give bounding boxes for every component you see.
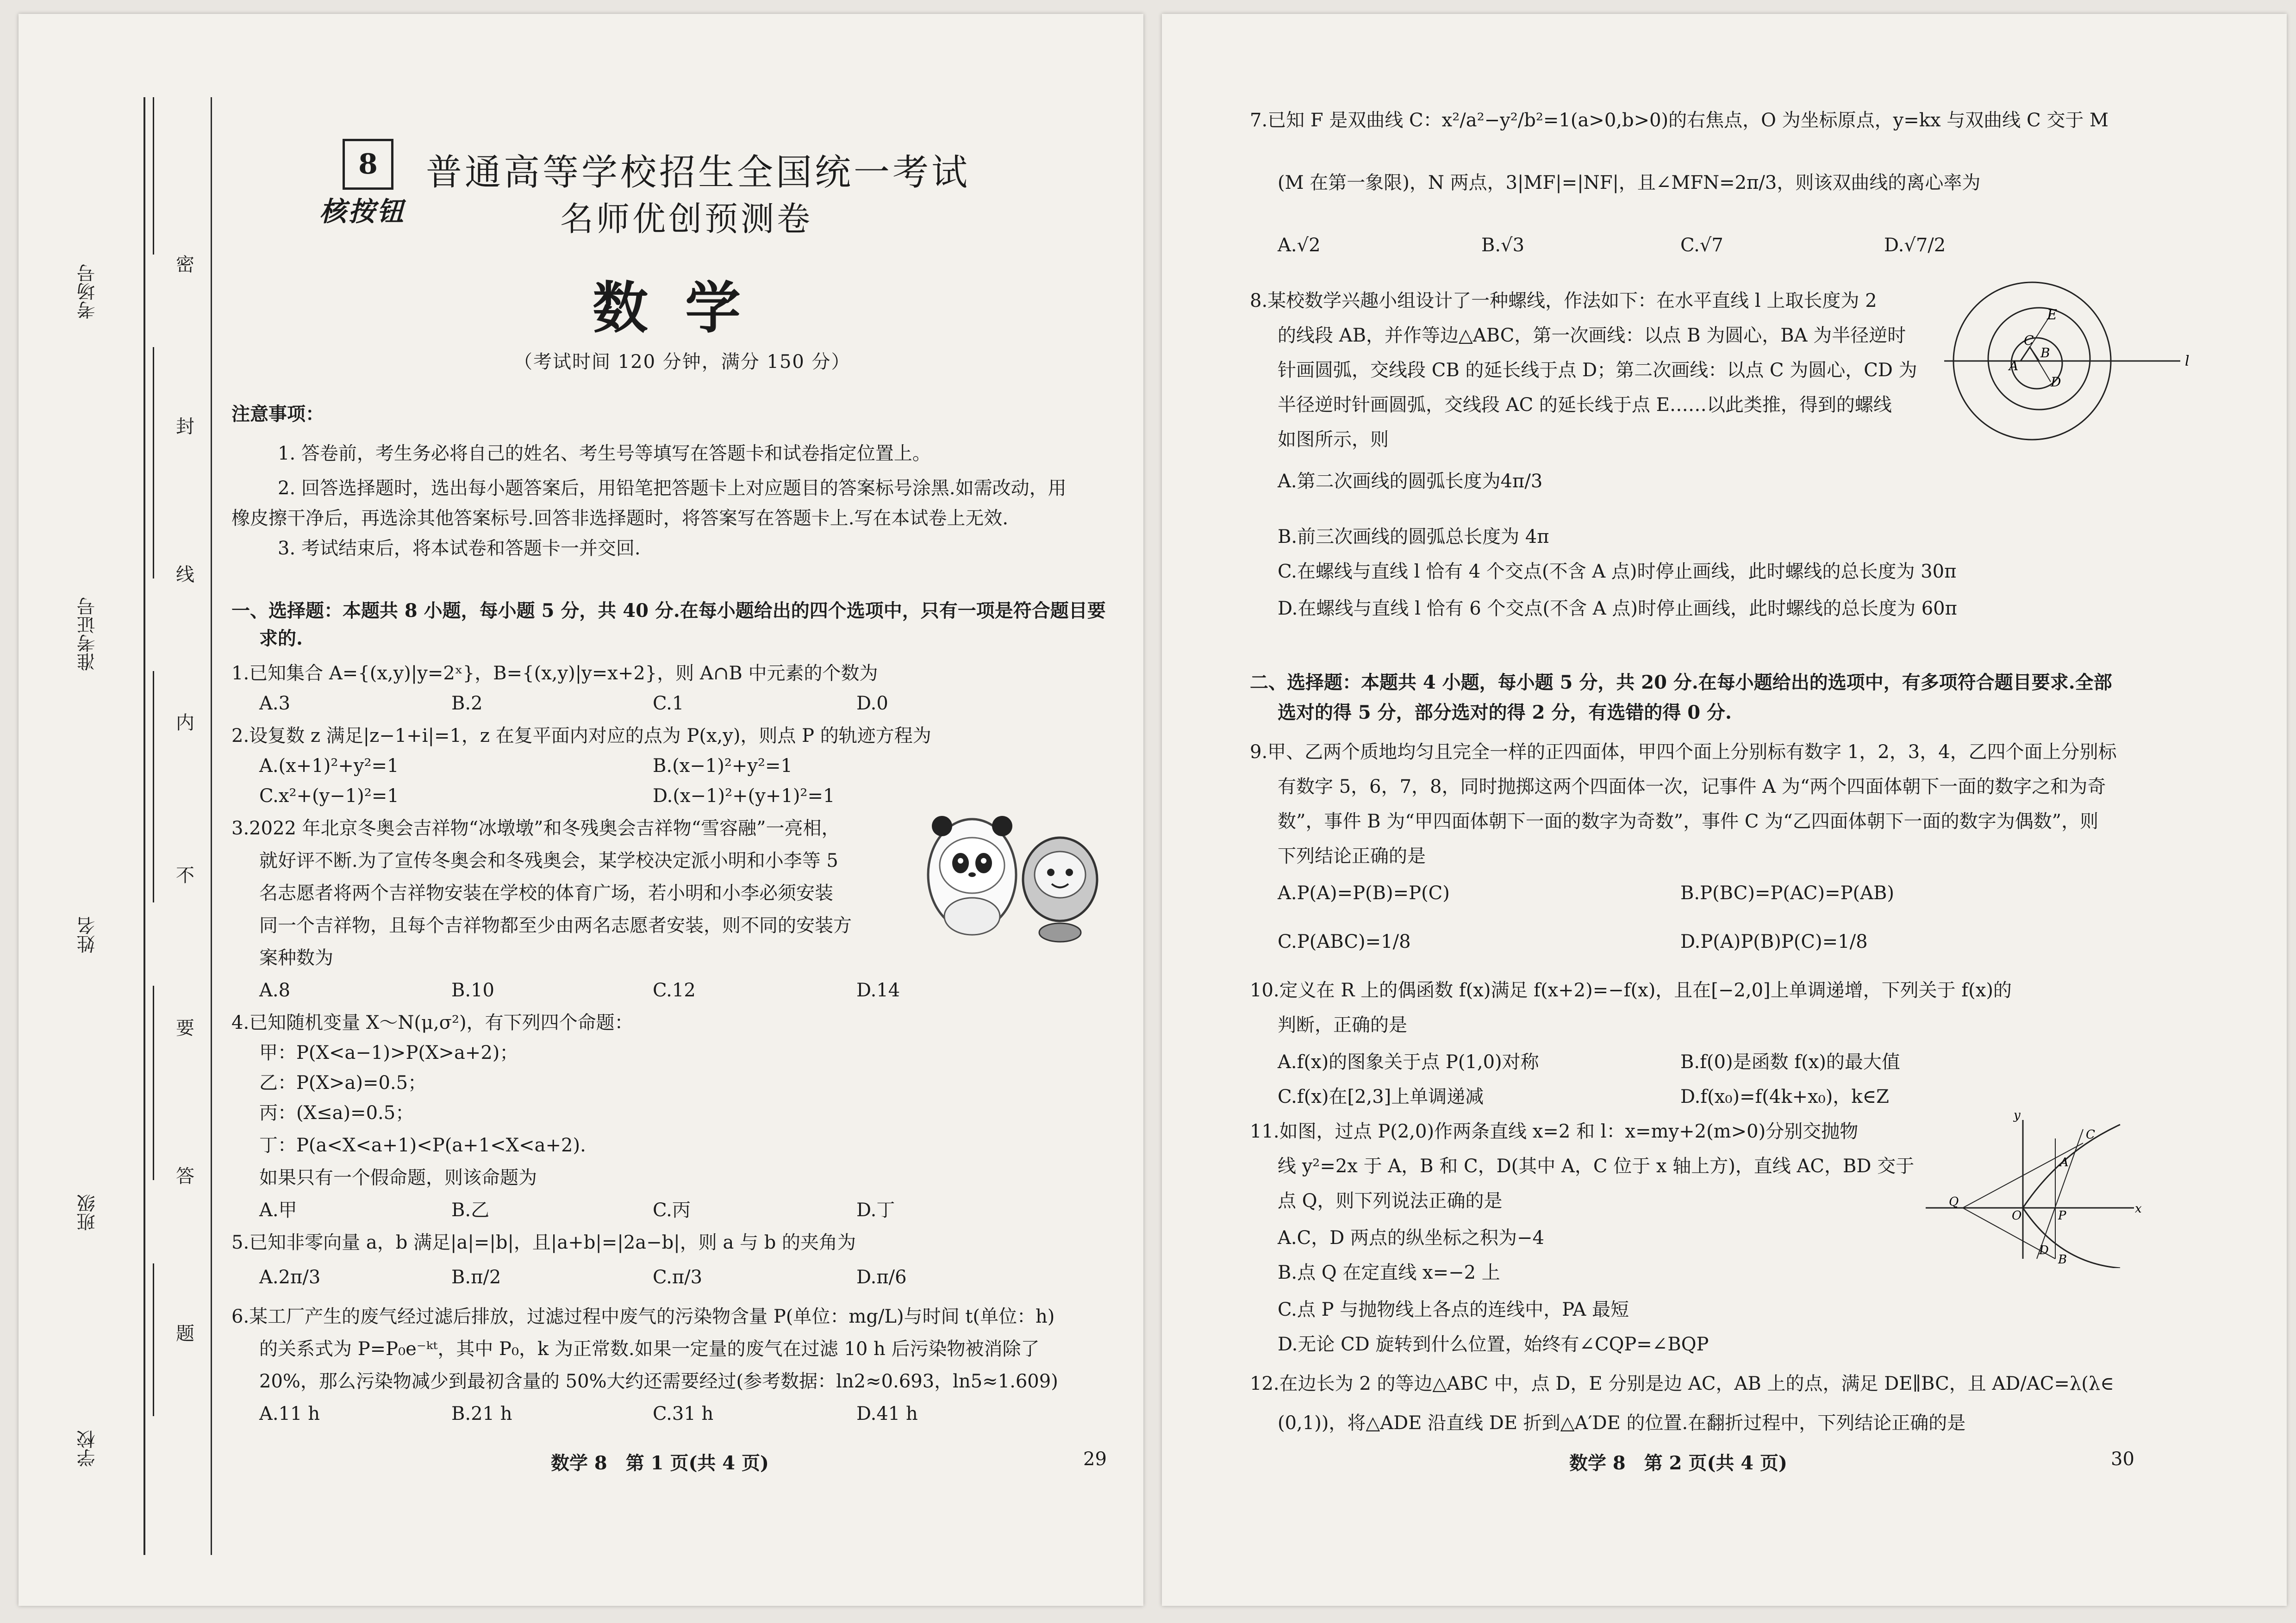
q9-option-d[interactable]: D.P(A)P(B)P(C)=1/8 xyxy=(1680,931,1868,952)
admission-no-blank[interactable] xyxy=(153,347,154,578)
q11-option-c[interactable]: C.点 P 与抛物线上各点的连线中，PA 最短 xyxy=(1278,1299,1629,1320)
q10-stem: 判断，正确的是 xyxy=(1278,1014,1407,1036)
binding-line xyxy=(144,97,145,1555)
q6-stem: 的关系式为 P=P₀e⁻ᵏᵗ，其中 P₀，k 为正常数.如果一定量的废气在过滤 10 h 后污染物被消除了 xyxy=(259,1338,1040,1360)
fig-label-p: P xyxy=(2058,1209,2066,1223)
q7-option-d[interactable]: D.√7/2 xyxy=(1884,235,1946,256)
left-page xyxy=(19,14,1143,1606)
q2-option-c[interactable]: C.x²+(y−1)²=1 xyxy=(259,785,399,807)
q3-stem: 名志愿者将两个吉祥物安装在学校的体育广场，若小明和小李必须安装 xyxy=(259,883,833,904)
seal-char: 线 xyxy=(176,564,194,585)
school-blank[interactable] xyxy=(153,1263,154,1416)
q4-proposition: 丁：P(a<X<a+1)<P(a+1<X<a+2). xyxy=(259,1135,586,1156)
q11-option-b[interactable]: B.点 Q 在定直线 x=−2 上 xyxy=(1278,1262,1500,1283)
q12-stem: 12.在边长为 2 的等边△ABC 中，点 D，E 分别是边 AC，AB 上的点，满足 DE∥BC，且 AD/AC=λ(λ∈ xyxy=(1250,1373,2114,1394)
q6-option-b[interactable]: B.21 h xyxy=(451,1403,512,1424)
page-number: 29 xyxy=(1083,1449,1107,1470)
q4-question: 如果只有一个假命题，则该命题为 xyxy=(259,1167,537,1188)
q12-stem: (0,1))，将△ADE 沿直线 DE 折到△A′DE 的位置.在翻折过程中，下列结论正确的是 xyxy=(1278,1412,1966,1434)
fig-label-y: y xyxy=(2014,1111,2021,1122)
q7-stem: 7.已知 F 是双曲线 C：x²/a²−y²/b²=1(a>0,b>0)的右焦点，O 为坐标原点，y=kx 与双曲线 C 交于 M xyxy=(1250,110,2109,131)
q3-option-a[interactable]: A.8 xyxy=(259,980,291,1001)
binding-label-exam-room: 考场号 xyxy=(77,264,98,319)
fig-label-a: A xyxy=(2060,1156,2069,1169)
q11-parabola-figure xyxy=(1921,1111,2143,1268)
q8-stem: 半径逆时针画圆弧，交线段 AC 的延长线于点 E……以此类推，得到的螺线 xyxy=(1278,394,1892,416)
binding-label-name: 姓名 xyxy=(77,916,98,953)
q5-option-c[interactable]: C.π/3 xyxy=(653,1267,703,1288)
page-number: 30 xyxy=(2111,1449,2134,1470)
q6-stem: 6.某工厂产生的废气经过滤后排放，过滤过程中废气的污染物含量 P(单位：mg/L)与时间 t(单位：h) xyxy=(231,1306,1055,1327)
seal-char: 答 xyxy=(176,1166,194,1187)
q4-option-b[interactable]: B.乙 xyxy=(451,1200,490,1221)
q5-stem: 5.已知非零向量 a，b 满足|a|=|b|，且|a+b|=|2a−b|，则 a 与 b 的夹角为 xyxy=(231,1232,856,1253)
q4-proposition: 乙：P(X>a)=0.5； xyxy=(259,1072,427,1094)
fig-label-e: E xyxy=(2047,307,2057,323)
mascot-image xyxy=(917,805,1120,944)
q4-option-d[interactable]: D.丁 xyxy=(856,1200,895,1221)
notice-title: 注意事项： xyxy=(231,403,324,425)
q2-option-b[interactable]: B.(x−1)²+y²=1 xyxy=(653,755,792,777)
q11-option-d[interactable]: D.无论 CD 旋转到什么位置，始终有∠CQP=∠BQP xyxy=(1278,1334,1709,1355)
q10-option-d[interactable]: D.f(x₀)=f(4k+x₀)，k∈Z xyxy=(1680,1086,1889,1107)
section1-heading: 一、选择题：本题共 8 小题，每小题 5 分，共 40 分.在每小题给出的四个选项中，只有一项是符合题目要 xyxy=(231,600,1106,622)
q5-option-a[interactable]: A.2π/3 xyxy=(259,1267,321,1288)
q6-option-c[interactable]: C.31 h xyxy=(653,1403,714,1424)
seal-char: 要 xyxy=(176,1018,194,1039)
q1-stem: 1.已知集合 A={(x,y)|y=2ˣ}，B={(x,y)|y=x+2}，则 A∩B 中元素的个数为 xyxy=(231,663,878,684)
exam-info: （考试时间 120 分钟，满分 150 分） xyxy=(514,351,851,373)
q1-option-b[interactable]: B.2 xyxy=(451,693,483,714)
seal-char: 密 xyxy=(176,254,194,275)
q4-option-c[interactable]: C.丙 xyxy=(653,1200,691,1221)
q11-stem: 线 y²=2x 于 A，B 和 C，D(其中 A，C 位于 x 轴上方)，直线 AC，BD 交于 xyxy=(1278,1156,1915,1177)
q8-option-a[interactable]: A.第二次画线的圆弧长度为4π/3 xyxy=(1278,471,1543,492)
q9-stem: 9.甲、乙两个质地均匀且完全一样的正四面体，甲四个面上分别标有数字 1，2，3，4，乙四个面上分别标 xyxy=(1250,741,2117,763)
section2-heading-cont: 选对的得 5 分，部分选对的得 2 分，有选错的得 0 分. xyxy=(1278,702,1732,723)
paper-number: 8 xyxy=(343,139,393,190)
q3-stem: 同一个吉祥物，且每个吉祥物都至少由两名志愿者安装，则不同的安装方 xyxy=(259,915,852,936)
binding-label-admission-no: 准考证号 xyxy=(77,597,98,671)
q7-option-c[interactable]: C.√7 xyxy=(1680,235,1723,256)
q8-stem: 针画圆弧，交线段 CB 的延长线于点 D；第二次画线：以点 C 为圆心，CD 为 xyxy=(1278,360,1917,381)
seal-char: 内 xyxy=(176,712,194,734)
q9-stem: 下列结论正确的是 xyxy=(1278,846,1426,867)
q3-option-c[interactable]: C.12 xyxy=(653,980,696,1001)
q10-option-b[interactable]: B.f(0)是函数 f(x)的最大值 xyxy=(1680,1051,1900,1073)
q11-stem: 11.如图，过点 P(2,0)作两条直线 x=2 和 l：x=my+2(m>0)分别交抛物 xyxy=(1250,1121,1859,1142)
fig-label-l: l xyxy=(2185,353,2190,369)
q4-option-a[interactable]: A.甲 xyxy=(259,1200,297,1221)
q4-stem: 4.已知随机变量 X～N(μ,σ²)，有下列四个命题： xyxy=(231,1012,633,1033)
q3-stem: 就好评不断.为了宣传冬奥会和冬残奥会，某学校决定派小明和小李等 5 xyxy=(259,850,838,871)
fig-label-q: Q xyxy=(1949,1195,1959,1209)
q9-stem: 数”，事件 B 为“甲四面体朝下一面的数字为奇数”，事件 C 为“乙四面体朝下一面的数字为偶数”，则 xyxy=(1278,811,2099,832)
fig-label-c: C xyxy=(2024,333,2034,348)
q7-option-b[interactable]: B.√3 xyxy=(1481,235,1525,256)
seal-char: 题 xyxy=(176,1323,194,1344)
q8-option-b[interactable]: B.前三次画线的圆弧总长度为 4π xyxy=(1278,526,1549,547)
q6-option-d[interactable]: D.41 h xyxy=(856,1403,918,1424)
binding-label-class: 班级 xyxy=(77,1194,98,1231)
q1-option-d[interactable]: D.0 xyxy=(856,693,888,714)
notice-item: 橡皮擦干净后，再选涂其他答案标号.回答非选择题时，将答案写在答题卡上.写在本试卷上无效. xyxy=(231,508,1009,529)
notice-item: 2. 回答选择题时，选出每小题答案后，用铅笔把答题卡上对应题目的答案标号涂黑.如需改动，用 xyxy=(278,478,1067,499)
q8-spiral-figure xyxy=(1940,273,2199,449)
fig-label-d: D xyxy=(2051,374,2061,390)
page-footer: 数学 8 第 2 页(共 4 页) xyxy=(1569,1452,1787,1474)
fig-label-o: O xyxy=(2012,1209,2022,1223)
page-footer: 数学 8 第 1 页(共 4 页) xyxy=(551,1452,769,1474)
q10-stem: 10.定义在 R 上的偶函数 f(x)满足 f(x+2)=−f(x)，且在[−2,0]上单调递增，下列关于 f(x)的 xyxy=(1250,980,2012,1001)
fig-label-a: A xyxy=(2009,358,2019,373)
q3-option-d[interactable]: D.14 xyxy=(856,980,900,1001)
publisher-logo: 核按钮 xyxy=(319,196,406,227)
class-blank[interactable] xyxy=(153,986,154,1180)
fig-label-b: B xyxy=(2040,345,2050,361)
q4-proposition: 丙：(X≤a)=0.5； xyxy=(259,1102,414,1124)
q5-option-d[interactable]: D.π/6 xyxy=(856,1267,907,1288)
q2-option-d[interactable]: D.(x−1)²+(y+1)²=1 xyxy=(653,785,835,807)
fig-label-b: B xyxy=(2058,1253,2067,1267)
q2-stem: 2.设复数 z 满足|z−1+i|=1，z 在复平面内对应的点为 P(x,y)，则点 P 的轨迹方程为 xyxy=(231,725,931,746)
seal-char: 不 xyxy=(176,865,194,886)
name-blank[interactable] xyxy=(153,671,154,902)
binding-label-school: 学校 xyxy=(77,1430,98,1467)
binding-line-inner xyxy=(211,97,212,1555)
q8-option-c[interactable]: C.在螺线与直线 l 恰有 4 个交点(不含 A 点)时停止画线，此时螺线的总长度为 30π xyxy=(1278,561,1957,582)
exam-subtitle: 名师优创预测卷 xyxy=(560,199,813,238)
notice-item: 1. 答卷前，考生务必将自己的姓名、考生号等填写在答题卡和试卷指定位置上。 xyxy=(278,443,931,464)
q10-option-a[interactable]: A.f(x)的图象关于点 P(1,0)对称 xyxy=(1278,1051,1539,1073)
q9-option-c[interactable]: C.P(ABC)=1/8 xyxy=(1278,931,1411,952)
q8-stem: 如图所示，则 xyxy=(1278,429,1389,450)
right-page xyxy=(1162,14,2287,1606)
fig-label-d: D xyxy=(2039,1244,2049,1257)
q5-option-b[interactable]: B.π/2 xyxy=(451,1267,501,1288)
q1-option-a[interactable]: A.3 xyxy=(259,693,291,714)
q7-stem: (M 在第一象限)，N 两点，3|MF|=|NF|，且∠MFN=2π/3，则该双曲线的离心率为 xyxy=(1278,172,1981,193)
q1-option-c[interactable]: C.1 xyxy=(653,693,684,714)
q4-proposition: 甲：P(X<a−1)>P(X>a+2)； xyxy=(259,1042,518,1063)
q8-stem: 8.某校数学兴趣小组设计了一种螺线，作法如下：在水平直线 l 上取长度为 2 xyxy=(1250,290,1877,311)
seal-char: 封 xyxy=(176,416,194,437)
q8-stem: 的线段 AB，并作等边△ABC，第一次画线：以点 B 为圆心，BA 为半径逆时 xyxy=(1278,325,1906,346)
q9-option-a[interactable]: A.P(A)=P(B)=P(C) xyxy=(1278,883,1450,904)
fig-label-c: C xyxy=(2086,1128,2095,1142)
q11-option-a[interactable]: A.C，D 两点的纵坐标之积为−4 xyxy=(1278,1227,1544,1249)
exam-title: 普通高等学校招生全国统一考试 xyxy=(426,152,971,193)
q6-option-a[interactable]: A.11 h xyxy=(259,1403,320,1424)
q6-stem: 20%，那么污染物减少到最初含量的 50%大约还需要经过(参考数据：ln2≈0.693，ln5≈1.609) xyxy=(259,1371,1058,1392)
q8-option-d[interactable]: D.在螺线与直线 l 恰有 6 个交点(不含 A 点)时停止画线，此时螺线的总长度为 60π xyxy=(1278,598,1957,619)
q3-stem: 3.2022 年北京冬奥会吉祥物“冰墩墩”和冬残奥会吉祥物“雪容融”一亮相， xyxy=(231,818,840,839)
fig-label-x: x xyxy=(2135,1202,2142,1216)
q7-option-a[interactable]: A.√2 xyxy=(1278,235,1321,256)
section1-heading-cont: 求的. xyxy=(259,628,303,649)
exam-room-blank[interactable] xyxy=(153,97,154,255)
q9-stem: 有数字 5，6，7，8，同时抛掷这两个四面体一次，记事件 A 为“两个四面体朝下一面的数字之和为奇 xyxy=(1278,776,2106,797)
q3-option-b[interactable]: B.10 xyxy=(451,980,495,1001)
section2-heading: 二、选择题：本题共 4 小题，每小题 5 分，共 20 分.在每小题给出的选项中，有多项符合题目要求.全部 xyxy=(1250,672,2112,693)
q10-option-c[interactable]: C.f(x)在[2,3]上单调递减 xyxy=(1278,1086,1484,1107)
subject-title: 数学 xyxy=(593,275,778,341)
q2-option-a[interactable]: A.(x+1)²+y²=1 xyxy=(259,755,399,777)
q9-option-b[interactable]: B.P(BC)=P(AC)=P(AB) xyxy=(1680,883,1895,904)
notice-item: 3. 考试结束后，将本试卷和答题卡一并交回. xyxy=(278,538,641,559)
q11-stem: 点 Q，则下列说法正确的是 xyxy=(1278,1190,1503,1212)
q3-stem: 案种数为 xyxy=(259,947,333,969)
